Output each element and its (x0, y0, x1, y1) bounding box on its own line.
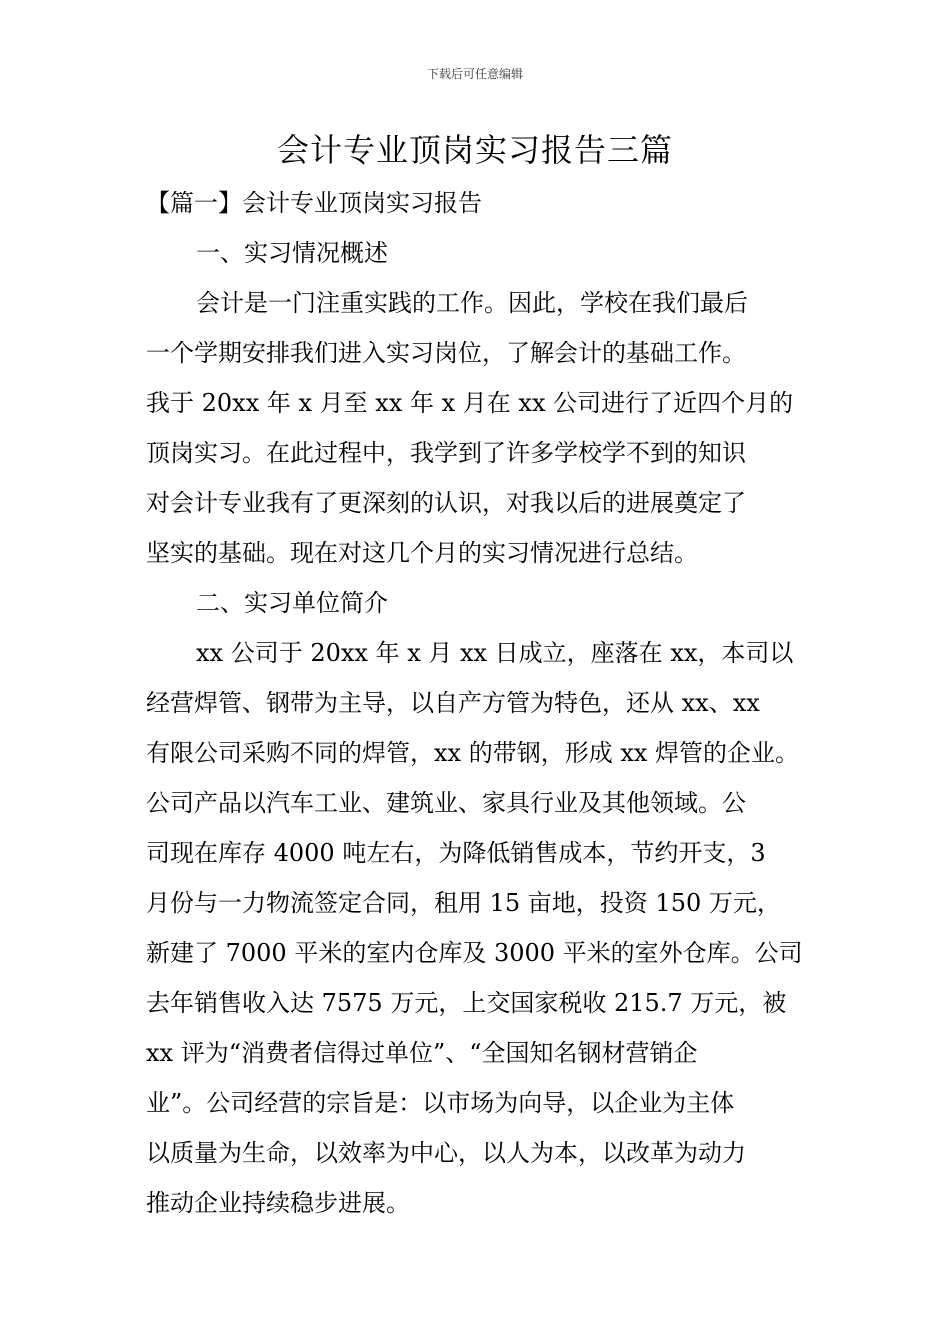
header-note: 下载后可任意编辑 (426, 67, 523, 81)
sub-heading-company: 二、实习单位简介 (196, 589, 388, 617)
paragraph-line: 业”。公司经营的宗旨是：以市场为向导，以企业为主体 (146, 1089, 735, 1117)
paragraph-line: 司现在库存 4000 吨左右，为降低销售成本，节约开支，3 (146, 839, 766, 867)
paragraph-line: 坚实的基础。现在对这几个月的实习情况进行总结。 (146, 539, 698, 567)
paragraph-line: 月份与一力物流签定合同，租用 15 亩地，投资 150 万元， (146, 889, 781, 917)
paragraph-line: 推动企业持续稳步进展。 (146, 1189, 410, 1217)
paragraph-line: 一个学期安排我们进入实习岗位，了解会计的基础工作。 (146, 339, 746, 367)
paragraph-line: 去年销售收入达 7575 万元，上交国家税收 215.7 万元，被 (146, 989, 787, 1017)
paragraph-line: 我于 20xx 年 x 月至 xx 年 x 月在 xx 公司进行了近四个月的 (146, 389, 794, 417)
paragraph-company (146, 628, 826, 1228)
paragraph-line: xx 评为“消费者信得过单位”、“全国知名钢材营销企 (146, 1039, 698, 1067)
paragraph-line: 会计是一门注重实践的工作。因此，学校在我们最后 (196, 289, 748, 317)
paragraph-line: 新建了 7000 平米的室内仓库及 3000 平米的室外仓库。公司 (146, 939, 803, 967)
paragraph-line: xx 公司于 20xx 年 x 月 xx 日成立，座落在 xx，本司以 (196, 639, 794, 667)
document-title: 会计专业顶岗实习报告三篇 (276, 131, 673, 169)
paragraph-line: 对会计专业我有了更深刻的认识，对我以后的进展奠定了 (146, 489, 746, 517)
section-heading: 【篇一】会计专业顶岗实习报告 (146, 189, 482, 217)
sub-heading-overview: 一、实习情况概述 (196, 239, 388, 267)
paragraph-line: 顶岗实习。在此过程中，我学到了许多学校学不到的知识 (146, 439, 746, 467)
document-body (146, 178, 826, 1228)
paragraph-line: 以质量为生命，以效率为中心，以人为本，以改革为动力 (146, 1139, 746, 1167)
paragraph-line: 有限公司采购不同的焊管，xx 的带钢，形成 xx 焊管的企业。 (146, 739, 800, 767)
paragraph-overview (146, 278, 826, 578)
paragraph-line: 经营焊管、钢带为主导，以自产方管为特色，还从 xx、xx (146, 689, 760, 717)
paragraph-line: 公司产品以汽车工业、建筑业、家具行业及其他领域。公 (146, 789, 746, 817)
